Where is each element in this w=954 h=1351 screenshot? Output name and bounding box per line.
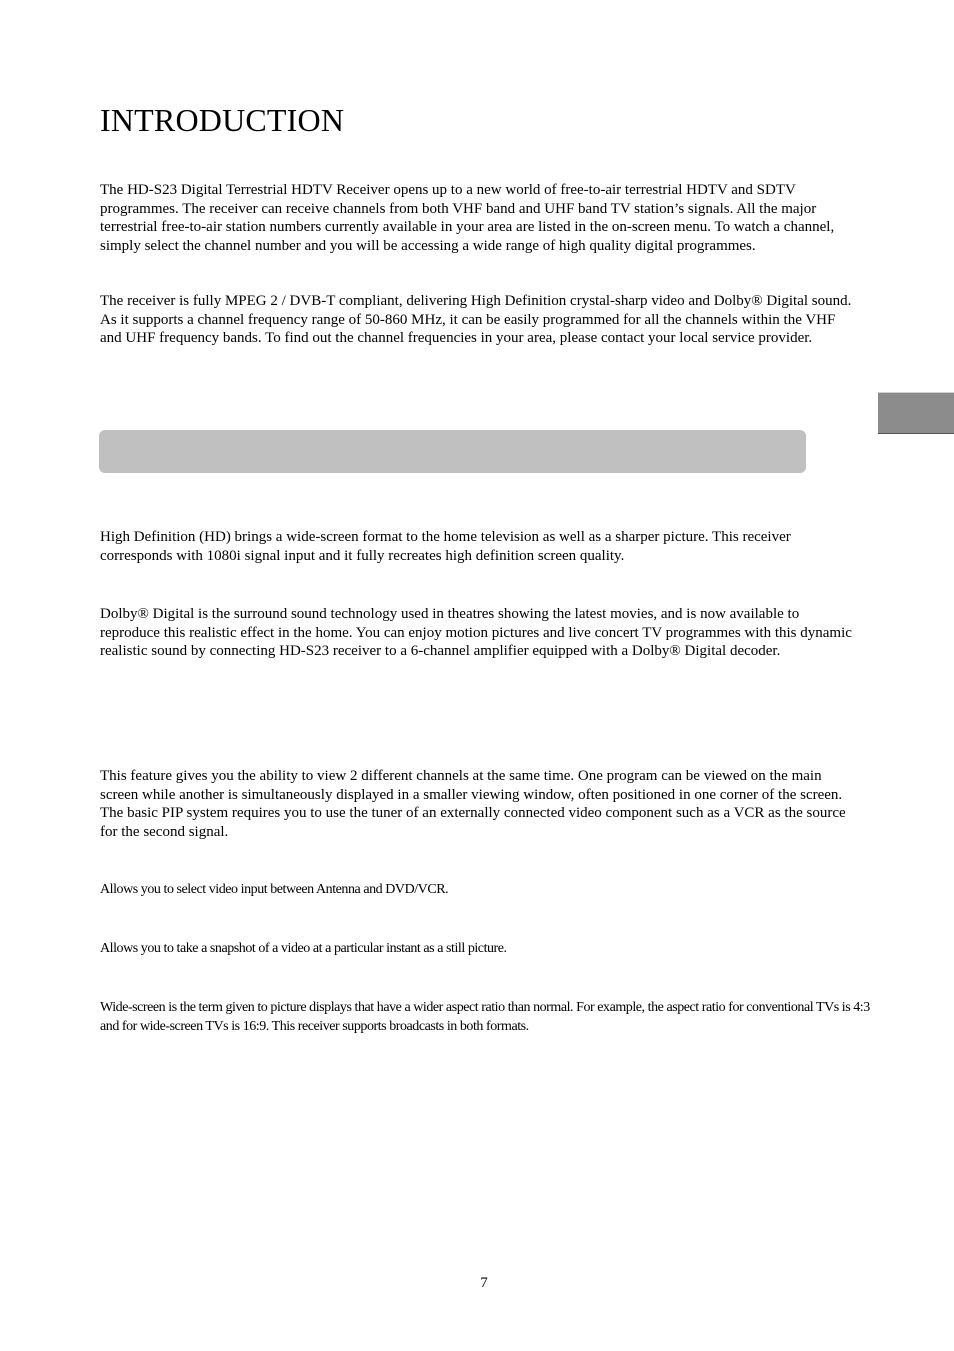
intro-paragraph-1: The HD-S23 Digital Terrestrial HDTV Receiver opens up to a new world of free-to-air terrestrial HDTV and SDTV programmes. The receiver can receive channels from both VHF band and UHF band TV station’s signals. All the major terrestrial free-to-air station numbers currently available in your area are listed in the on-screen menu. To watch a channel, simply select the channel number and you will be accessing a wide range of high quality digital programmes. bbox=[100, 182, 835, 254]
page-number: 7 bbox=[480, 1275, 488, 1291]
chapter-tab bbox=[878, 392, 954, 434]
hd-description: High Definition (HD) brings a wide-screen format to the home television as well as a sharper picture. This receiver corresponds with 1080i signal input and it fully recreates high definition screen quality. bbox=[100, 529, 791, 564]
dolby-description: Dolby® Digital is the surround sound technology used in theatres showing the latest movies, and is now available to reproduce this realistic effect in the home. You can enjoy motion pictures and live concert TV programmes with this dynamic realistic sound by connecting HD-S23 receiver to a 6-channel amplifier equipped with a Dolby® Digital decoder. bbox=[100, 606, 852, 660]
page-title: INTRODUCTION bbox=[100, 102, 345, 138]
widescreen-description: Wide-screen is the term given to picture displays that have a wider aspect ratio than normal. For example, the aspect ratio for conventional TVs is 4:3 and for wide-screen TVs is 16:9. This receiver supports broadcasts in both formats. bbox=[100, 1000, 870, 1034]
input-select-description: Allows you to select video input between Antenna and DVD/VCR. bbox=[100, 882, 449, 897]
section-header-bar bbox=[99, 430, 806, 473]
snapshot-description: Allows you to take a snapshot of a video at a particular instant as a still picture. bbox=[100, 941, 507, 956]
intro-paragraph-2: The receiver is fully MPEG 2 / DVB-T compliant, delivering High Definition crystal-sharp video and Dolby® Digital sound. As it supports a channel frequency range of 50-860 MHz, it can be easily programmed for all the channels within the VHF and UHF frequency bands. To find out the channel frequencies in your area, please contact your local service provider. bbox=[100, 293, 852, 347]
pip-description: This feature gives you the ability to view 2 different channels at the same time. One program can be viewed on the main screen while another is simultaneously displayed in a smaller viewing window, often positioned in one corner of the screen. The basic PIP system requires you to use the tuner of an externally connected video component such as a VCR as the source for the second signal. bbox=[100, 768, 846, 840]
